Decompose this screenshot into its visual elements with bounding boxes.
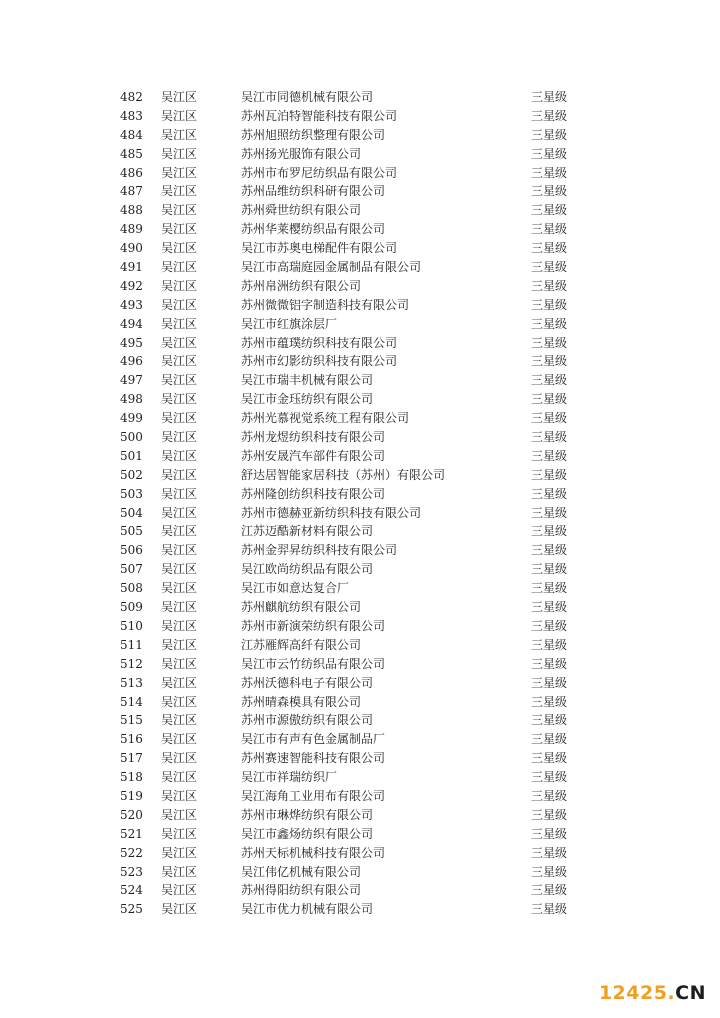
- row-number: 516: [120, 732, 143, 747]
- row-level: 三星级: [531, 883, 568, 898]
- row-number: 493: [120, 297, 143, 312]
- table-row: [0, 844, 720, 863]
- site-watermark: [599, 982, 706, 1004]
- row-company-name: 苏州光慕视觉系统工程有限公司: [241, 411, 410, 426]
- row-district: 吴江区: [161, 713, 198, 728]
- row-company-name: 吴江市鑫炀纺织有限公司: [241, 826, 374, 841]
- row-district: 吴江区: [161, 108, 198, 123]
- table-row: [0, 466, 720, 485]
- table-row: [0, 863, 720, 882]
- row-level: 三星级: [531, 335, 568, 350]
- table-row: [0, 145, 720, 164]
- row-number: 483: [120, 108, 143, 123]
- row-number: 492: [120, 278, 143, 293]
- watermark-number: 12425: [598, 982, 668, 1004]
- row-district: 吴江区: [161, 562, 198, 577]
- row-number: 484: [120, 127, 143, 142]
- row-number: 482: [120, 90, 143, 104]
- row-district: 吴江区: [161, 127, 198, 142]
- row-company-name: 苏州市布罗尼纺织品有限公司: [241, 165, 398, 180]
- row-level: 三星级: [531, 637, 568, 652]
- row-company-name: 吴江市红旗涂层厂: [241, 316, 338, 331]
- table-row: [0, 390, 720, 409]
- row-district: 吴江区: [161, 241, 198, 256]
- table-row: [0, 428, 720, 447]
- row-district: 吴江区: [161, 751, 198, 766]
- row-level: 三星级: [531, 184, 568, 199]
- row-company-name: 苏州赛速智能科技有限公司: [241, 751, 386, 766]
- row-level: 三星级: [531, 354, 568, 369]
- row-district: 吴江区: [161, 467, 198, 482]
- row-district: 吴江区: [161, 373, 198, 388]
- row-number: 487: [120, 184, 143, 199]
- row-number: 499: [120, 411, 143, 426]
- row-district: 吴江区: [161, 203, 198, 218]
- row-number: 491: [120, 260, 143, 275]
- table-row: [0, 617, 720, 636]
- row-level: 三星级: [531, 222, 568, 237]
- row-level: 三星级: [531, 430, 568, 445]
- row-level: 三星级: [531, 581, 568, 596]
- row-district: 吴江区: [161, 222, 198, 237]
- table-row: [0, 730, 720, 749]
- row-company-name: 苏州市新演荣纺织有限公司: [241, 618, 386, 633]
- row-district: 吴江区: [161, 505, 198, 520]
- row-number: 509: [120, 600, 143, 615]
- row-company-name: 江苏雁辉高纤有限公司: [241, 637, 362, 652]
- row-level: 三星级: [531, 505, 568, 520]
- row-company-name: 吴江市有声有色金属制品厂: [241, 732, 386, 747]
- row-number: 519: [120, 788, 143, 803]
- row-number: 511: [120, 637, 143, 652]
- row-number: 510: [120, 618, 143, 633]
- table-row: [0, 711, 720, 730]
- row-number: 515: [120, 713, 143, 728]
- row-district: 吴江区: [161, 543, 198, 558]
- row-number: 505: [120, 524, 143, 539]
- row-level: 三星级: [531, 732, 568, 747]
- row-level: 三星级: [531, 788, 568, 803]
- table-row: [0, 182, 720, 201]
- table-row: [0, 277, 720, 296]
- row-level: 三星级: [531, 392, 568, 407]
- table-row: [0, 636, 720, 655]
- row-number: 523: [120, 864, 143, 879]
- row-district: 吴江区: [161, 675, 198, 690]
- row-number: 495: [120, 335, 143, 350]
- row-district: 吴江区: [161, 448, 198, 463]
- row-district: 吴江区: [161, 902, 198, 917]
- row-district: 吴江区: [161, 335, 198, 350]
- row-company-name: 吴江市瑞丰机械有限公司: [241, 373, 374, 388]
- row-level: 三星级: [531, 600, 568, 615]
- row-level: 三星级: [531, 694, 568, 709]
- table-row: [0, 164, 720, 183]
- row-district: 吴江区: [161, 486, 198, 501]
- row-district: 吴江区: [161, 524, 198, 539]
- row-district: 吴江区: [161, 430, 198, 445]
- row-number: 489: [120, 222, 143, 237]
- row-company-name: 苏州沃德科电子有限公司: [241, 675, 374, 690]
- table-row: [0, 768, 720, 787]
- row-number: 494: [120, 316, 143, 331]
- row-level: 三星级: [531, 675, 568, 690]
- row-level: 三星级: [531, 260, 568, 275]
- row-district: 吴江区: [161, 600, 198, 615]
- table-row: [0, 541, 720, 560]
- row-level: 三星级: [531, 562, 568, 577]
- row-district: 吴江区: [161, 618, 198, 633]
- row-number: 500: [120, 430, 143, 445]
- table-row: [0, 693, 720, 712]
- table-row: [0, 88, 720, 107]
- row-company-name: 苏州扬光服饰有限公司: [241, 146, 362, 161]
- row-company-name: 苏州龙煜纺织科技有限公司: [241, 430, 386, 445]
- table-row: [0, 560, 720, 579]
- row-district: 吴江区: [161, 732, 198, 747]
- row-level: 三星级: [531, 108, 568, 123]
- row-number: 522: [120, 845, 143, 860]
- row-district: 吴江区: [161, 278, 198, 293]
- table-row: [0, 579, 720, 598]
- row-level: 三星级: [531, 127, 568, 142]
- row-number: 521: [120, 826, 143, 841]
- table-row: [0, 504, 720, 523]
- row-number: 486: [120, 165, 143, 180]
- row-company-name: 吴江市优力机械有限公司: [241, 902, 374, 917]
- row-company-name: 苏州微微铝字制造科技有限公司: [241, 297, 410, 312]
- row-company-name: 苏州晴森模具有限公司: [241, 694, 362, 709]
- row-number: 496: [120, 354, 143, 369]
- row-number: 485: [120, 146, 143, 161]
- row-number: 502: [120, 467, 143, 482]
- row-number: 520: [120, 807, 143, 822]
- watermark-dot: .: [667, 982, 676, 1004]
- row-district: 吴江区: [161, 883, 198, 898]
- row-company-name: 苏州金羿昇纺织科技有限公司: [241, 543, 398, 558]
- row-level: 三星级: [531, 770, 568, 785]
- row-company-name: 苏州华莱樱纺织品有限公司: [241, 222, 386, 237]
- row-level: 三星级: [531, 713, 568, 728]
- row-district: 吴江区: [161, 184, 198, 199]
- row-company-name: 苏州隆创纺织科技有限公司: [241, 486, 386, 501]
- row-number: 501: [120, 448, 143, 463]
- company-list-table: [0, 88, 720, 919]
- row-district: 吴江区: [161, 90, 198, 104]
- row-company-name: 吴江市祥瑞纺织厂: [241, 770, 338, 785]
- row-company-name: 吴江海角工业用布有限公司: [241, 788, 386, 803]
- row-level: 三星级: [531, 241, 568, 256]
- row-number: 514: [120, 694, 143, 709]
- row-level: 三星级: [531, 278, 568, 293]
- row-company-name: 吴江市如意达复合厂: [241, 581, 350, 596]
- row-company-name: 苏州帛洲纺织有限公司: [241, 278, 362, 293]
- row-company-name: 苏州品维纺织科研有限公司: [241, 184, 386, 199]
- table-row: [0, 447, 720, 466]
- row-level: 三星级: [531, 656, 568, 671]
- table-row: [0, 201, 720, 220]
- table-row: [0, 258, 720, 277]
- row-number: 497: [120, 373, 143, 388]
- row-company-name: 舒达居智能家居科技（苏州）有限公司: [241, 467, 446, 482]
- table-row: [0, 806, 720, 825]
- row-level: 三星级: [531, 618, 568, 633]
- row-company-name: 吴江欧尚纺织品有限公司: [241, 562, 374, 577]
- watermark-suffix: CN: [675, 982, 706, 1004]
- table-row: [0, 352, 720, 371]
- row-company-name: 吴江市云竹纺织品有限公司: [241, 656, 386, 671]
- row-district: 吴江区: [161, 581, 198, 596]
- row-level: 三星级: [531, 90, 568, 104]
- row-company-name: 吴江市高瑞庭园金属制品有限公司: [241, 260, 422, 275]
- row-level: 三星级: [531, 486, 568, 501]
- table-row: [0, 881, 720, 900]
- table-row: [0, 598, 720, 617]
- table-row: [0, 371, 720, 390]
- table-row: [0, 409, 720, 428]
- row-district: 吴江区: [161, 637, 198, 652]
- row-company-name: 苏州旭照纺织整理有限公司: [241, 127, 386, 142]
- row-district: 吴江区: [161, 146, 198, 161]
- row-district: 吴江区: [161, 807, 198, 822]
- row-level: 三星级: [531, 543, 568, 558]
- row-number: 525: [120, 902, 143, 917]
- row-level: 三星级: [531, 146, 568, 161]
- row-level: 三星级: [531, 902, 568, 917]
- table-row: [0, 315, 720, 334]
- row-level: 三星级: [531, 203, 568, 218]
- row-company-name: 苏州市幻影纺织科技有限公司: [241, 354, 398, 369]
- table-row: [0, 126, 720, 145]
- table-row: [0, 296, 720, 315]
- row-district: 吴江区: [161, 354, 198, 369]
- row-level: 三星级: [531, 826, 568, 841]
- row-company-name: 苏州天标机械科技有限公司: [241, 845, 386, 860]
- row-level: 三星级: [531, 297, 568, 312]
- row-district: 吴江区: [161, 845, 198, 860]
- row-level: 三星级: [531, 411, 568, 426]
- row-number: 512: [120, 656, 143, 671]
- row-company-name: 吴江伟亿机械有限公司: [241, 864, 362, 879]
- table-row: [0, 239, 720, 258]
- table-row: [0, 107, 720, 126]
- row-district: 吴江区: [161, 316, 198, 331]
- table-row: [0, 674, 720, 693]
- row-company-name: 苏州市源傲纺织有限公司: [241, 713, 374, 728]
- row-level: 三星级: [531, 467, 568, 482]
- row-company-name: 江苏迈酷新材料有限公司: [241, 524, 374, 539]
- row-number: 503: [120, 486, 143, 501]
- table-row: [0, 522, 720, 541]
- row-level: 三星级: [531, 165, 568, 180]
- row-number: 507: [120, 562, 143, 577]
- row-level: 三星级: [531, 373, 568, 388]
- row-company-name: 苏州市琳烨纺织有限公司: [241, 807, 374, 822]
- row-level: 三星级: [531, 316, 568, 331]
- row-number: 490: [120, 241, 143, 256]
- row-company-name: 苏州得阳纺织有限公司: [241, 883, 362, 898]
- row-district: 吴江区: [161, 392, 198, 407]
- row-number: 506: [120, 543, 143, 558]
- row-district: 吴江区: [161, 411, 198, 426]
- row-company-name: 吴江市同德机械有限公司: [241, 90, 374, 104]
- table-row: [0, 485, 720, 504]
- table-row: [0, 787, 720, 806]
- table-row: [0, 749, 720, 768]
- row-level: 三星级: [531, 864, 568, 879]
- row-district: 吴江区: [161, 788, 198, 803]
- row-number: 513: [120, 675, 143, 690]
- row-company-name: 苏州麒航纺织有限公司: [241, 600, 362, 615]
- row-level: 三星级: [531, 524, 568, 539]
- row-district: 吴江区: [161, 864, 198, 879]
- row-company-name: 苏州市蕴璞纺织科技有限公司: [241, 335, 398, 350]
- row-level: 三星级: [531, 448, 568, 463]
- row-level: 三星级: [531, 807, 568, 822]
- row-level: 三星级: [531, 845, 568, 860]
- row-number: 508: [120, 581, 143, 596]
- row-company-name: 苏州市德赫亚新纺织科技有限公司: [241, 505, 422, 520]
- row-number: 498: [120, 392, 143, 407]
- row-number: 488: [120, 203, 143, 218]
- table-row: [0, 900, 720, 919]
- row-company-name: 吴江市金珏纺织有限公司: [241, 392, 374, 407]
- row-number: 504: [120, 505, 143, 520]
- table-row: [0, 220, 720, 239]
- row-district: 吴江区: [161, 770, 198, 785]
- table-row: [0, 334, 720, 353]
- row-district: 吴江区: [161, 656, 198, 671]
- table-row: [0, 825, 720, 844]
- row-company-name: 苏州舜世纺织有限公司: [241, 203, 362, 218]
- row-number: 517: [120, 751, 143, 766]
- row-district: 吴江区: [161, 165, 198, 180]
- row-district: 吴江区: [161, 694, 198, 709]
- row-number: 518: [120, 770, 143, 785]
- row-company-name: 吴江市苏奥电梯配件有限公司: [241, 241, 398, 256]
- table-row: [0, 655, 720, 674]
- row-company-name: 苏州安晟汽车部件有限公司: [241, 448, 386, 463]
- row-district: 吴江区: [161, 260, 198, 275]
- row-district: 吴江区: [161, 826, 198, 841]
- row-level: 三星级: [531, 751, 568, 766]
- row-company-name: 苏州瓦泊特智能科技有限公司: [241, 108, 398, 123]
- row-district: 吴江区: [161, 297, 198, 312]
- row-number: 524: [120, 883, 143, 898]
